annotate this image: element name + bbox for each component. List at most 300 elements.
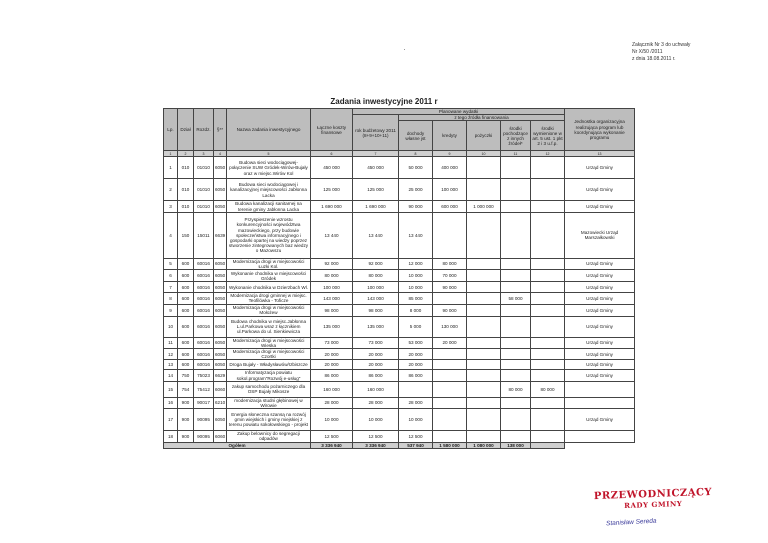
table-row xyxy=(164,270,635,282)
row-art-funds xyxy=(531,282,565,293)
row-other-sources xyxy=(501,179,531,201)
row-loans xyxy=(467,381,501,397)
row-own-income: 53 000 xyxy=(399,337,433,348)
row-unit xyxy=(565,397,635,408)
col-number: 7 xyxy=(353,151,399,157)
row-task-name: Budowa chodnika w miejsc.Jabłonna L.ul.Parkowa wraz z łącznikiem ul.Parkowa do ul. Sienkiewicza xyxy=(227,316,311,337)
row-unit: Urząd Gminy xyxy=(565,201,635,212)
row-rozdzial: 75412 xyxy=(194,381,214,397)
row-paragraf: 6050 xyxy=(214,282,227,293)
row-lp: 7 xyxy=(164,282,178,293)
row-credits xyxy=(433,349,467,360)
row-unit: Urząd Gminy xyxy=(565,337,635,348)
row-rozdzial: 60016 xyxy=(194,282,214,293)
row-paragraf: 6050 xyxy=(214,179,227,201)
row-lp: 15 xyxy=(164,381,178,397)
row-unit: Urząd Gminy xyxy=(565,304,635,316)
table-row xyxy=(164,360,635,370)
row-dzial: 600 xyxy=(178,337,194,348)
row-credits xyxy=(433,293,467,304)
row-dzial: 010 xyxy=(178,157,194,179)
row-other-sources xyxy=(501,304,531,316)
row-other-sources xyxy=(501,258,531,269)
header-funding-sources: z tego źródła finansowania xyxy=(399,115,565,121)
row-lp: 1 xyxy=(164,157,178,179)
row-lp: 10 xyxy=(164,316,178,337)
row-loans xyxy=(467,157,501,179)
row-total-cost: 86 000 xyxy=(311,370,353,381)
row-dzial: 754 xyxy=(178,381,194,397)
table-row xyxy=(164,293,635,304)
row-total-cost: 13 440 xyxy=(311,212,353,258)
row-credits: 130 000 xyxy=(433,316,467,337)
row-rozdzial: 01010 xyxy=(194,179,214,201)
row-loans xyxy=(467,337,501,348)
row-own-income: 20 000 xyxy=(399,360,433,370)
header-credits: kredyty xyxy=(433,121,467,151)
row-loans xyxy=(467,360,501,370)
table-row xyxy=(164,381,635,397)
row-art-funds xyxy=(531,179,565,201)
row-task-name: Zakup belownicy do segregacji odpadów xyxy=(227,431,311,442)
row-budget-year: 86 000 xyxy=(353,370,399,381)
total-art-sum xyxy=(531,442,565,448)
row-loans xyxy=(467,316,501,337)
row-paragraf: 6639 xyxy=(214,212,227,258)
row-budget-year: 450 000 xyxy=(353,157,399,179)
row-budget-year: 100 000 xyxy=(353,282,399,293)
row-total-cost: 80 000 xyxy=(311,270,353,282)
row-total-cost: 98 000 xyxy=(311,304,353,316)
col-number: 4 xyxy=(214,151,227,157)
row-rozdzial: 60016 xyxy=(194,293,214,304)
row-dzial: 750 xyxy=(178,370,194,381)
annex-line-1: Załącznik Nr 3 do uchwały xyxy=(632,42,691,48)
row-dzial: 600 xyxy=(178,304,194,316)
row-art-funds: 80 000 xyxy=(531,381,565,397)
row-total-cost: 92 000 xyxy=(311,258,353,269)
row-paragraf: 6050 xyxy=(214,201,227,212)
row-unit: Urząd Gminy xyxy=(565,157,635,179)
row-loans xyxy=(467,270,501,282)
scan-speck xyxy=(404,49,405,50)
total-other-sum: 138 000 xyxy=(501,442,531,448)
header-rozdzial: Rozdz. xyxy=(194,109,214,151)
row-own-income: 50 000 xyxy=(399,157,433,179)
row-other-sources: 80 000 xyxy=(501,381,531,397)
row-budget-year: 135 000 xyxy=(353,316,399,337)
row-art-funds xyxy=(531,360,565,370)
col-number: 6 xyxy=(311,151,353,157)
row-dzial: 600 xyxy=(178,360,194,370)
row-loans xyxy=(467,304,501,316)
table-row xyxy=(164,157,635,179)
row-budget-year: 10 000 xyxy=(353,409,399,431)
header-other-sources: środki pochodzące z innych źródeł* xyxy=(501,121,531,151)
row-budget-year: 1 690 000 xyxy=(353,201,399,212)
row-total-cost: 143 000 xyxy=(311,293,353,304)
row-loans xyxy=(467,179,501,201)
row-art-funds xyxy=(531,337,565,348)
row-own-income: 90 000 xyxy=(399,201,433,212)
row-paragraf: 6050 xyxy=(214,337,227,348)
row-budget-year: 20 000 xyxy=(353,360,399,370)
row-art-funds xyxy=(531,316,565,337)
row-task-name: Modernizacja drogi w miejscowości Mołożew xyxy=(227,304,311,316)
row-loans xyxy=(467,370,501,381)
row-total-cost: 10 000 xyxy=(311,409,353,431)
row-credits: 70 000 xyxy=(433,270,467,282)
row-rozdzial: 60016 xyxy=(194,337,214,348)
row-credits: 80 000 xyxy=(433,258,467,269)
row-task-name: Energia słoneczna szansą na rozwój gmin wiejskich i gminy miejskiej z terenu powiatu sokołowskiego - projekt xyxy=(227,409,311,431)
row-unit: Urząd Gminy xyxy=(565,360,635,370)
row-total-cost: 125 000 xyxy=(311,179,353,201)
header-paragraf: §** xyxy=(214,109,227,151)
row-total-cost: 73 000 xyxy=(311,337,353,348)
row-total-cost: 100 000 xyxy=(311,282,353,293)
row-unit: Urząd Gminy xyxy=(565,316,635,337)
row-credits xyxy=(433,431,467,442)
row-lp: 5 xyxy=(164,258,178,269)
row-rozdzial: 90095 xyxy=(194,409,214,431)
row-lp: 6 xyxy=(164,270,178,282)
row-other-sources xyxy=(501,282,531,293)
stamp-line-2: RADY GMINY xyxy=(624,498,683,511)
row-other-sources xyxy=(501,316,531,337)
row-total-cost: 450 000 xyxy=(311,157,353,179)
row-rozdzial: 01010 xyxy=(194,157,214,179)
row-lp: 4 xyxy=(164,212,178,258)
row-paragraf: 6050 xyxy=(214,157,227,179)
row-paragraf: 6050 xyxy=(214,258,227,269)
row-own-income: 13 440 xyxy=(399,212,433,258)
total-credits-sum: 1 580 000 xyxy=(433,442,467,448)
row-unit: Urząd Gminy xyxy=(565,370,635,381)
row-other-sources xyxy=(501,397,531,408)
row-rozdzial: 75023 xyxy=(194,370,214,381)
row-budget-year: 20 000 xyxy=(353,349,399,360)
row-other-sources xyxy=(501,360,531,370)
row-own-income: 25 000 xyxy=(399,179,433,201)
row-other-sources xyxy=(501,370,531,381)
row-task-name: Przyspieszenie wzrostu konkurencyjności województwa mazowieckiego, przy budowie społeczeństwa informacyjnego i gospodarki opartej na wiedzy poprzez stworzenie zintegrowanych baz wiedzy o Mazowszu xyxy=(227,212,311,258)
table-row xyxy=(164,212,635,258)
total-row xyxy=(164,442,635,448)
row-total-cost: 28 000 xyxy=(311,397,353,408)
table-row xyxy=(164,349,635,360)
row-own-income: 85 000 xyxy=(399,293,433,304)
row-own-income: 12 000 xyxy=(399,258,433,269)
row-art-funds xyxy=(531,431,565,442)
row-dzial: 600 xyxy=(178,316,194,337)
col-number: 13 xyxy=(565,151,635,157)
row-task-name: Modernizacja drogi gminnej w miejsc. Teofilówka - Toficze xyxy=(227,293,311,304)
row-budget-year: 13 440 xyxy=(353,212,399,258)
row-task-name: Droga Bujały - Władysławów/Izbiszcze xyxy=(227,360,311,370)
table-row xyxy=(164,201,635,212)
row-loans xyxy=(467,397,501,408)
row-rozdzial: 60016 xyxy=(194,349,214,360)
row-paragraf: 6050 xyxy=(214,270,227,282)
row-total-cost: 20 000 xyxy=(311,360,353,370)
row-task-name: Wykonanie chodnika w miejscowości Gródek xyxy=(227,270,311,282)
row-paragraf: 6050 xyxy=(214,293,227,304)
row-unit: Urząd Gminy xyxy=(565,258,635,269)
row-paragraf: 6210 xyxy=(214,397,227,408)
row-task-name: Budowa sieci wodociągowej i kanalizacyjnej miejscowości Jabłonna Lacka xyxy=(227,179,311,201)
total-label: Ogółem xyxy=(164,442,311,448)
row-dzial: 600 xyxy=(178,282,194,293)
row-own-income: 20 000 xyxy=(399,349,433,360)
row-credits xyxy=(433,360,467,370)
row-art-funds xyxy=(531,409,565,431)
row-loans xyxy=(467,349,501,360)
row-art-funds xyxy=(531,157,565,179)
row-dzial: 150 xyxy=(178,212,194,258)
row-paragraf: 6050 xyxy=(214,360,227,370)
row-paragraf: 6060 xyxy=(214,431,227,442)
row-lp: 13 xyxy=(164,360,178,370)
total-cost-sum: 3 336 940 xyxy=(311,442,353,448)
col-number: 3 xyxy=(194,151,214,157)
col-number: 12 xyxy=(531,151,565,157)
row-total-cost: 12 500 xyxy=(311,431,353,442)
row-loans xyxy=(467,293,501,304)
col-number: 10 xyxy=(467,151,501,157)
stamp-line-1: PRZEWODNICZĄCY xyxy=(593,486,713,503)
row-unit: Urząd Gminy xyxy=(565,270,635,282)
row-art-funds xyxy=(531,397,565,408)
row-rozdzial: 01010 xyxy=(194,201,214,212)
col-number: 1 xyxy=(164,151,178,157)
row-dzial: 010 xyxy=(178,201,194,212)
row-total-cost: 160 000 xyxy=(311,381,353,397)
chairman-stamp xyxy=(594,487,713,511)
row-dzial: 900 xyxy=(178,431,194,442)
row-credits: 600 000 xyxy=(433,201,467,212)
row-task-name: Informatyzacja powiatu sokol.program"Rozwój e-usług" xyxy=(227,370,311,381)
table-row xyxy=(164,316,635,337)
row-unit: Urząd Gminy xyxy=(565,409,635,431)
row-own-income: 28 000 xyxy=(399,397,433,408)
row-own-income: 10 000 xyxy=(399,282,433,293)
row-unit xyxy=(565,381,635,397)
row-unit: Urząd Gminy xyxy=(565,349,635,360)
row-other-sources xyxy=(501,201,531,212)
header-planned-expenses: Planowane wydatki xyxy=(353,109,565,115)
row-budget-year: 28 000 xyxy=(353,397,399,408)
row-lp: 9 xyxy=(164,304,178,316)
row-dzial: 600 xyxy=(178,270,194,282)
col-number: 5 xyxy=(227,151,311,157)
row-rozdzial: 60016 xyxy=(194,316,214,337)
row-task-name: Wykonanie chodnika w Dzierzbach Wl. xyxy=(227,282,311,293)
row-own-income: 86 000 xyxy=(399,370,433,381)
header-loans: pożyczki xyxy=(467,121,501,151)
row-unit: Urząd Gminy xyxy=(565,282,635,293)
col-number: 9 xyxy=(433,151,467,157)
row-paragraf: 6050 xyxy=(214,409,227,431)
header-total-cost: Łączne koszty finansowe xyxy=(311,109,353,151)
total-empty-cell xyxy=(565,442,635,448)
row-dzial: 900 xyxy=(178,409,194,431)
row-rozdzial: 90095 xyxy=(194,431,214,442)
row-credits xyxy=(433,397,467,408)
row-rozdzial: 60016 xyxy=(194,258,214,269)
investment-table xyxy=(163,108,635,449)
row-rozdzial: 15011 xyxy=(194,212,214,258)
row-lp: 12 xyxy=(164,349,178,360)
row-credits: 90 000 xyxy=(433,304,467,316)
total-own-income-sum: 537 940 xyxy=(399,442,433,448)
row-lp: 14 xyxy=(164,370,178,381)
row-art-funds xyxy=(531,304,565,316)
row-task-name: Budowa sieci wodociągowej- połączenie SUW Gródek-Wirów-Bujały oraz w miejsc.Wirów Kol xyxy=(227,157,311,179)
row-task-name: modernizacja studni głębinowej w Wirowie xyxy=(227,397,311,408)
row-budget-year: 80 000 xyxy=(353,270,399,282)
row-total-cost: 135 000 xyxy=(311,316,353,337)
row-art-funds xyxy=(531,349,565,360)
row-task-name: Modernizacja drogi w miejscowości Wieska xyxy=(227,337,311,348)
row-loans xyxy=(467,431,501,442)
header-budget-year: rok budżetowy 2011 (8+9+10+11) xyxy=(353,115,399,151)
row-budget-year: 98 000 xyxy=(353,304,399,316)
row-other-sources xyxy=(501,270,531,282)
row-lp: 3 xyxy=(164,201,178,212)
row-own-income: 5 000 xyxy=(399,316,433,337)
row-own-income xyxy=(399,381,433,397)
row-unit xyxy=(565,431,635,442)
row-rozdzial: 60016 xyxy=(194,360,214,370)
row-loans xyxy=(467,282,501,293)
row-dzial: 900 xyxy=(178,397,194,408)
row-other-sources xyxy=(501,349,531,360)
header-art-funds: środki wymienione w art. 5 ust. 1 pkt 2 i 3 u.f.p. xyxy=(531,121,565,151)
header-unit: Jednostka organizacyjna realizująca program lub koordynująca wykonanie programu xyxy=(565,109,635,151)
row-credits: 100 000 xyxy=(433,179,467,201)
row-lp: 8 xyxy=(164,293,178,304)
row-total-cost: 1 690 000 xyxy=(311,201,353,212)
header-lp: Lp. xyxy=(164,109,178,151)
row-paragraf: 6050 xyxy=(214,316,227,337)
table-row xyxy=(164,409,635,431)
row-lp: 16 xyxy=(164,397,178,408)
row-credits: 20 000 xyxy=(433,337,467,348)
row-dzial: 600 xyxy=(178,258,194,269)
row-other-sources xyxy=(501,337,531,348)
row-task-name: Modernizacja drogi w miejscowości Łuzki Kol. xyxy=(227,258,311,269)
table-row xyxy=(164,370,635,381)
table-row xyxy=(164,258,635,269)
row-loans xyxy=(467,212,501,258)
row-task-name: zakup samochodu pożarniczego dla OSP Bujały Mikosze xyxy=(227,381,311,397)
header-dzial: Dział xyxy=(178,109,194,151)
row-dzial: 600 xyxy=(178,293,194,304)
row-budget-year: 160 000 xyxy=(353,381,399,397)
row-rozdzial: 60016 xyxy=(194,304,214,316)
row-credits: 400 000 xyxy=(433,157,467,179)
row-paragraf: 6050 xyxy=(214,304,227,316)
row-art-funds xyxy=(531,293,565,304)
row-own-income: 8 000 xyxy=(399,304,433,316)
table-row xyxy=(164,282,635,293)
row-paragraf: 6629 xyxy=(214,370,227,381)
row-paragraf: 6060 xyxy=(214,381,227,397)
row-credits: 90 000 xyxy=(433,282,467,293)
row-other-sources xyxy=(501,431,531,442)
col-number: 11 xyxy=(501,151,531,157)
table-row xyxy=(164,304,635,316)
table-row xyxy=(164,397,635,408)
header-task-name: Nazwa zadania inwestycyjnego xyxy=(227,109,311,151)
row-lp: 18 xyxy=(164,431,178,442)
col-number: 2 xyxy=(178,151,194,157)
row-total-cost: 20 000 xyxy=(311,349,353,360)
row-art-funds xyxy=(531,201,565,212)
row-own-income: 10 000 xyxy=(399,409,433,431)
row-task-name: Modernizacja drogi w miejscowości Czortki xyxy=(227,349,311,360)
total-budget-sum: 3 336 940 xyxy=(353,442,399,448)
row-unit: Mazowiecki Urząd Marszałkowski xyxy=(565,212,635,258)
table-row xyxy=(164,431,635,442)
row-art-funds xyxy=(531,258,565,269)
row-rozdzial: 60016 xyxy=(194,270,214,282)
row-other-sources xyxy=(501,212,531,258)
row-credits xyxy=(433,409,467,431)
row-budget-year: 125 000 xyxy=(353,179,399,201)
row-task-name: Budowa kanalizacji sanitarnej na terenie gminy Jabłonna Lacka xyxy=(227,201,311,212)
col-number: 8 xyxy=(399,151,433,157)
row-lp: 11 xyxy=(164,337,178,348)
row-other-sources xyxy=(501,157,531,179)
row-credits xyxy=(433,370,467,381)
row-unit: Urząd Gminy xyxy=(565,179,635,201)
row-art-funds xyxy=(531,212,565,258)
row-dzial: 010 xyxy=(178,179,194,201)
row-budget-year: 92 000 xyxy=(353,258,399,269)
row-other-sources: 58 000 xyxy=(501,293,531,304)
handwritten-signature: Stanisław Sereda xyxy=(605,517,657,528)
row-loans: 1 000 000 xyxy=(467,201,501,212)
row-paragraf: 6050 xyxy=(214,349,227,360)
document-title: Zadania inwestycyjne 2011 r xyxy=(330,97,438,106)
annex-line-2: Nr X/50 /2011 xyxy=(632,49,663,55)
annex-note xyxy=(632,42,690,63)
row-lp: 2 xyxy=(164,179,178,201)
row-credits xyxy=(433,381,467,397)
total-loans-sum: 1 080 000 xyxy=(467,442,501,448)
table-row xyxy=(164,337,635,348)
annex-line-3: z dnia 18.08.2011 r. xyxy=(632,56,676,62)
row-own-income: 10 000 xyxy=(399,270,433,282)
header-own-income: dochody własne jst xyxy=(399,121,433,151)
row-dzial: 600 xyxy=(178,349,194,360)
row-credits xyxy=(433,212,467,258)
row-art-funds xyxy=(531,270,565,282)
row-rozdzial: 90017 xyxy=(194,397,214,408)
row-own-income: 12 500 xyxy=(399,431,433,442)
row-budget-year: 143 000 xyxy=(353,293,399,304)
row-art-funds xyxy=(531,370,565,381)
row-unit: Urząd Gminy xyxy=(565,293,635,304)
row-budget-year: 12 500 xyxy=(353,431,399,442)
row-other-sources xyxy=(501,409,531,431)
row-loans xyxy=(467,409,501,431)
row-budget-year: 73 000 xyxy=(353,337,399,348)
table-row xyxy=(164,179,635,201)
row-loans xyxy=(467,258,501,269)
